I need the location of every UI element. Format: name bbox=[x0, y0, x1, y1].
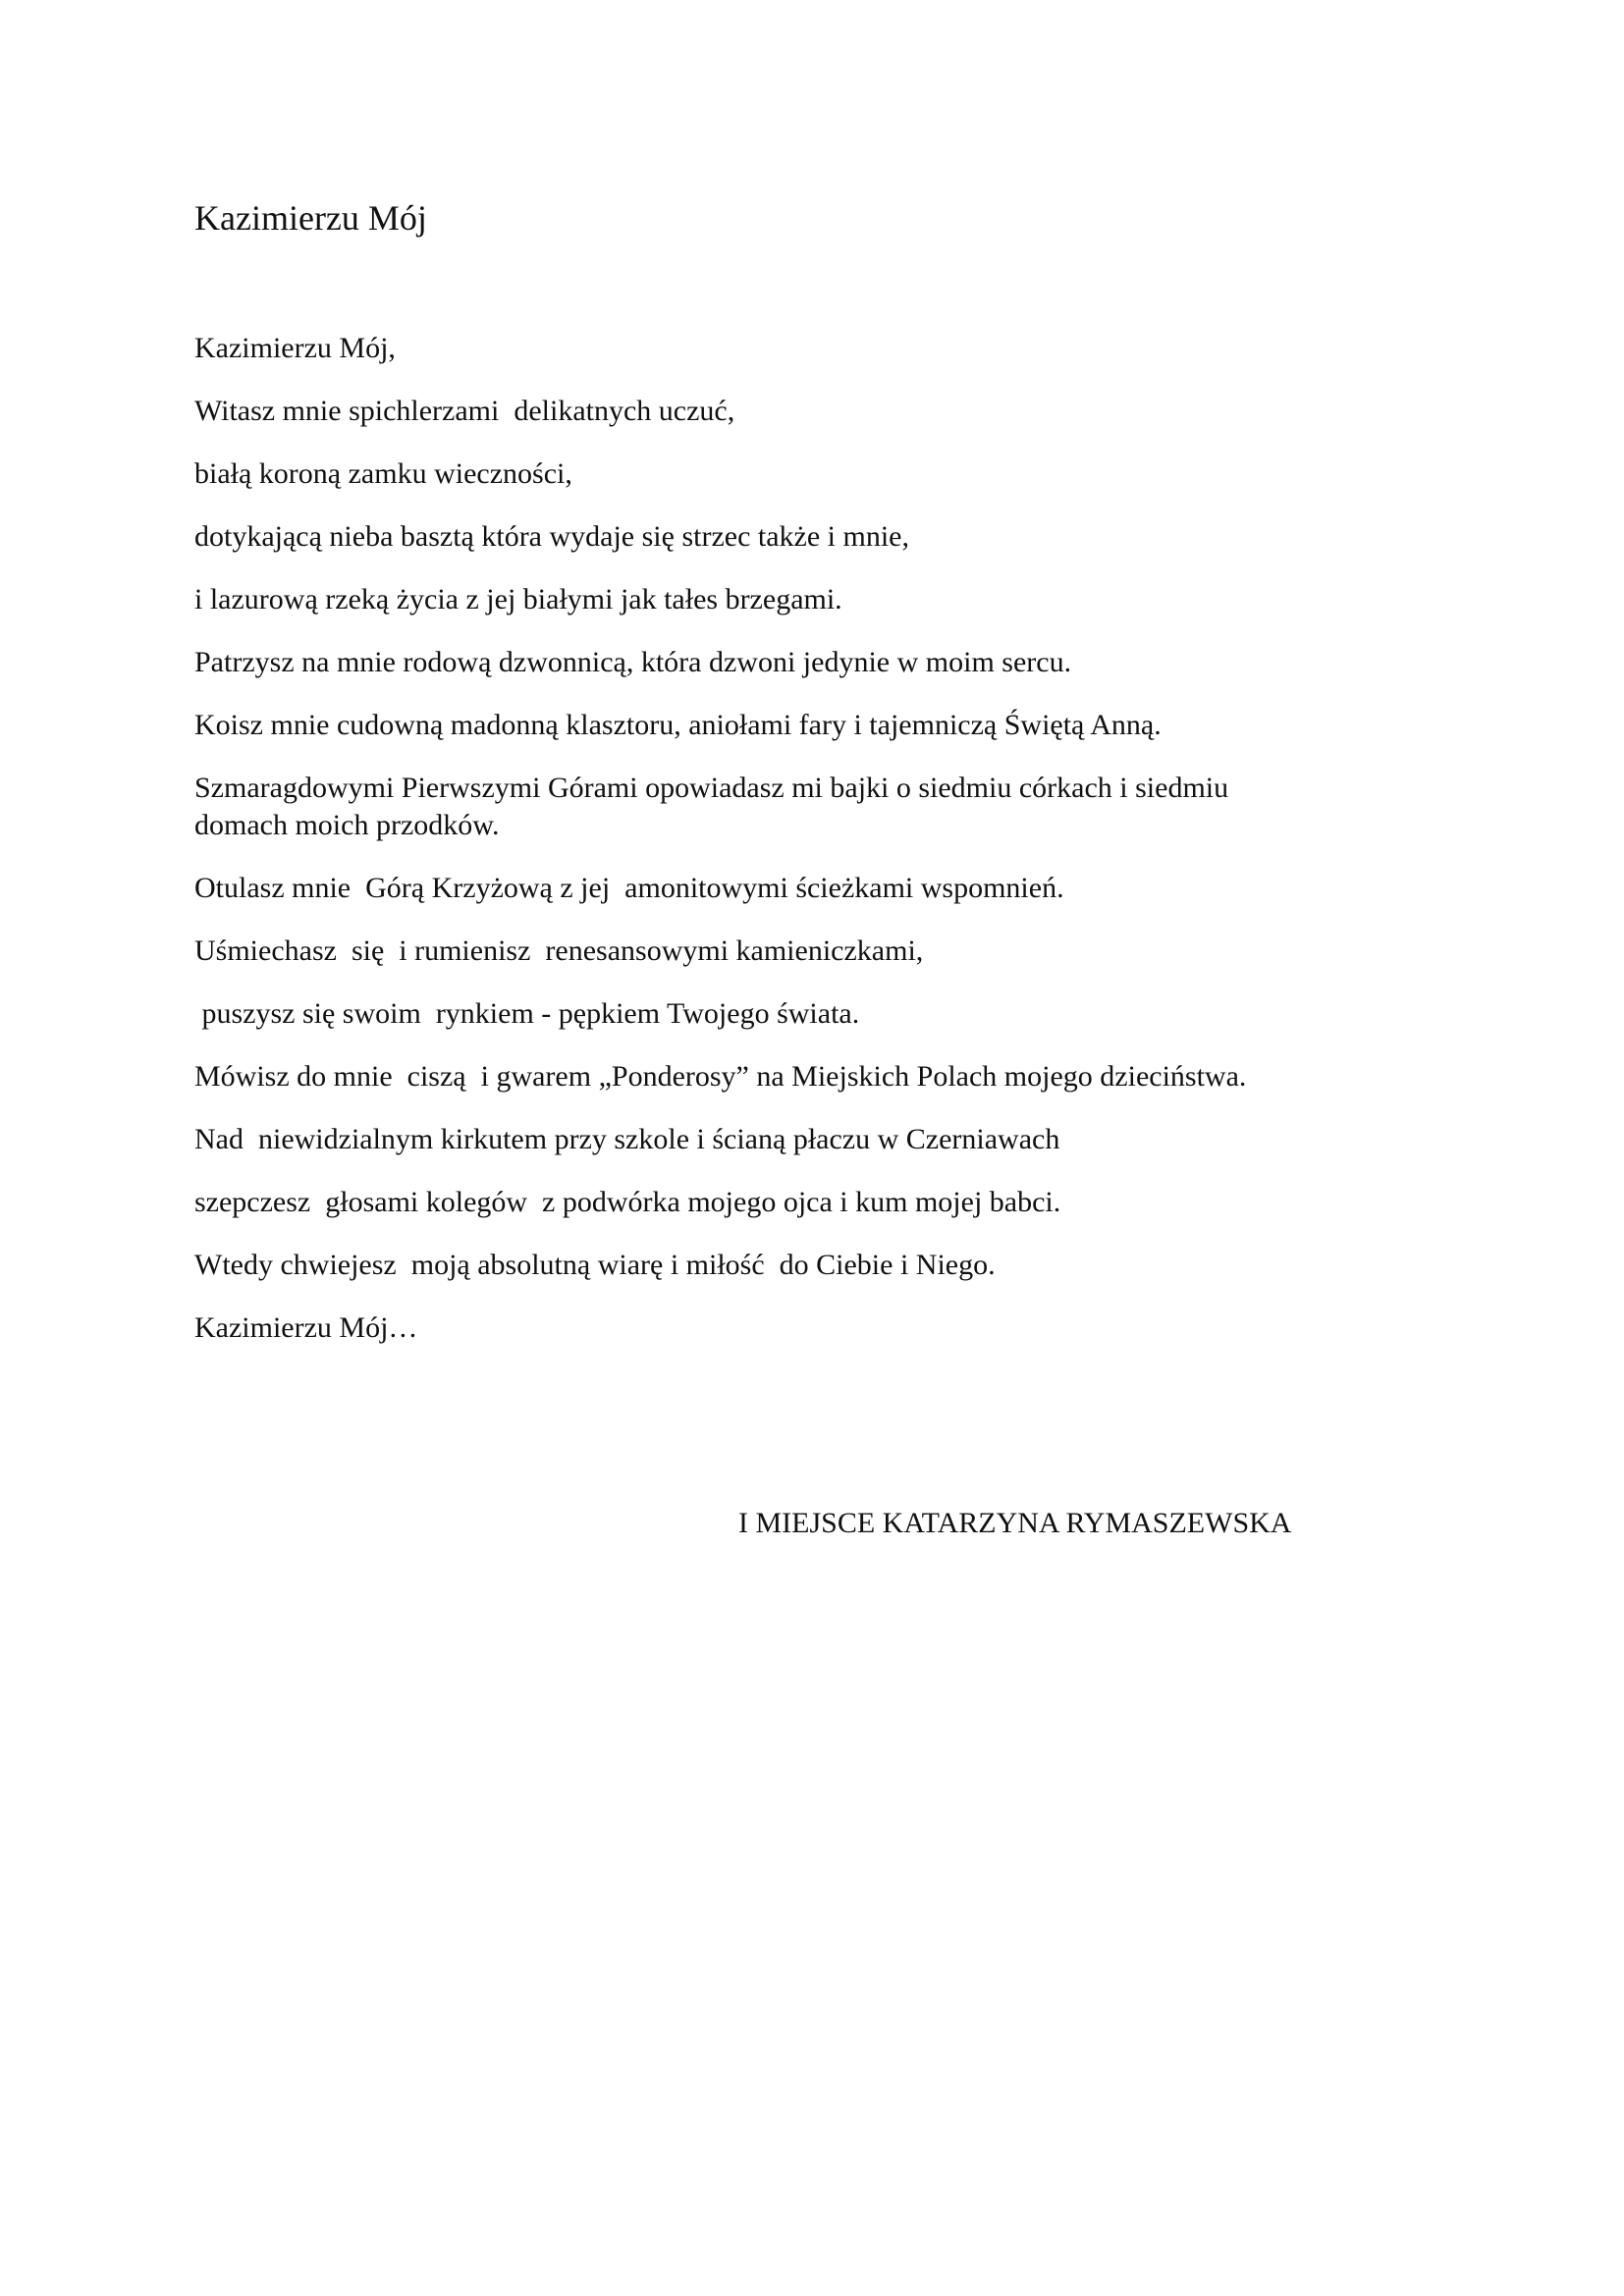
poem-line: Mówisz do mnie ciszą i gwarem „Ponderosy” na Miejskich Polach mojego dzieciństwa. bbox=[194, 1060, 1247, 1093]
poem-line: i lazurową rzeką życia z jej białymi jak tałes brzegami. bbox=[194, 583, 842, 615]
poem-line: Kazimierzu Mój… bbox=[194, 1311, 418, 1344]
poem-line: dotykającą nieba basztą która wydaje się strzec także i mnie, bbox=[194, 520, 909, 553]
poem-line: Otulasz mnie Górą Krzyżową z jej amonitowymi ścieżkami wspomnień. bbox=[194, 872, 1064, 904]
poem-line: Wtedy chwiejesz moją absolutną wiarę i miłość do Ciebie i Niego. bbox=[194, 1249, 996, 1281]
poem-line: Szmaragdowymi Pierwszymi Górami opowiadasz mi bajki o siedmiu córkach i siedmiu bbox=[194, 772, 1229, 804]
poem-title: Kazimierzu Mój bbox=[194, 198, 427, 238]
poem-line: Kazimierzu Mój, bbox=[194, 332, 396, 364]
poem-line: Patrzysz na mnie rodową dzwonnicą, która dzwoni jedynie w moim sercu. bbox=[194, 646, 1072, 678]
poem-line: Uśmiechasz się i rumienisz renesansowymi kamieniczkami, bbox=[194, 934, 924, 967]
poem-line: Koisz mnie cudowną madonną klasztoru, aniołami fary i tajemniczą Świętą Anną. bbox=[194, 709, 1162, 741]
poem-line: Witasz mnie spichlerzami delikatnych uczuć, bbox=[194, 395, 735, 427]
poem-line: puszysz się swoim rynkiem - pępkiem Twojego świata. bbox=[194, 997, 860, 1030]
poem-line: domach moich przodków. bbox=[194, 809, 500, 841]
poem-line: szepczesz głosami kolegów z podwórka mojego ojca i kum mojej babci. bbox=[194, 1186, 1061, 1218]
poem-line: białą koroną zamku wieczności, bbox=[194, 457, 572, 490]
author-signature: I MIEJSCE KATARZYNA RYMASZEWSKA bbox=[738, 1507, 1292, 1539]
poem-line: Nad niewidzialnym kirkutem przy szkole i ścianą płaczu w Czerniawach bbox=[194, 1123, 1060, 1155]
